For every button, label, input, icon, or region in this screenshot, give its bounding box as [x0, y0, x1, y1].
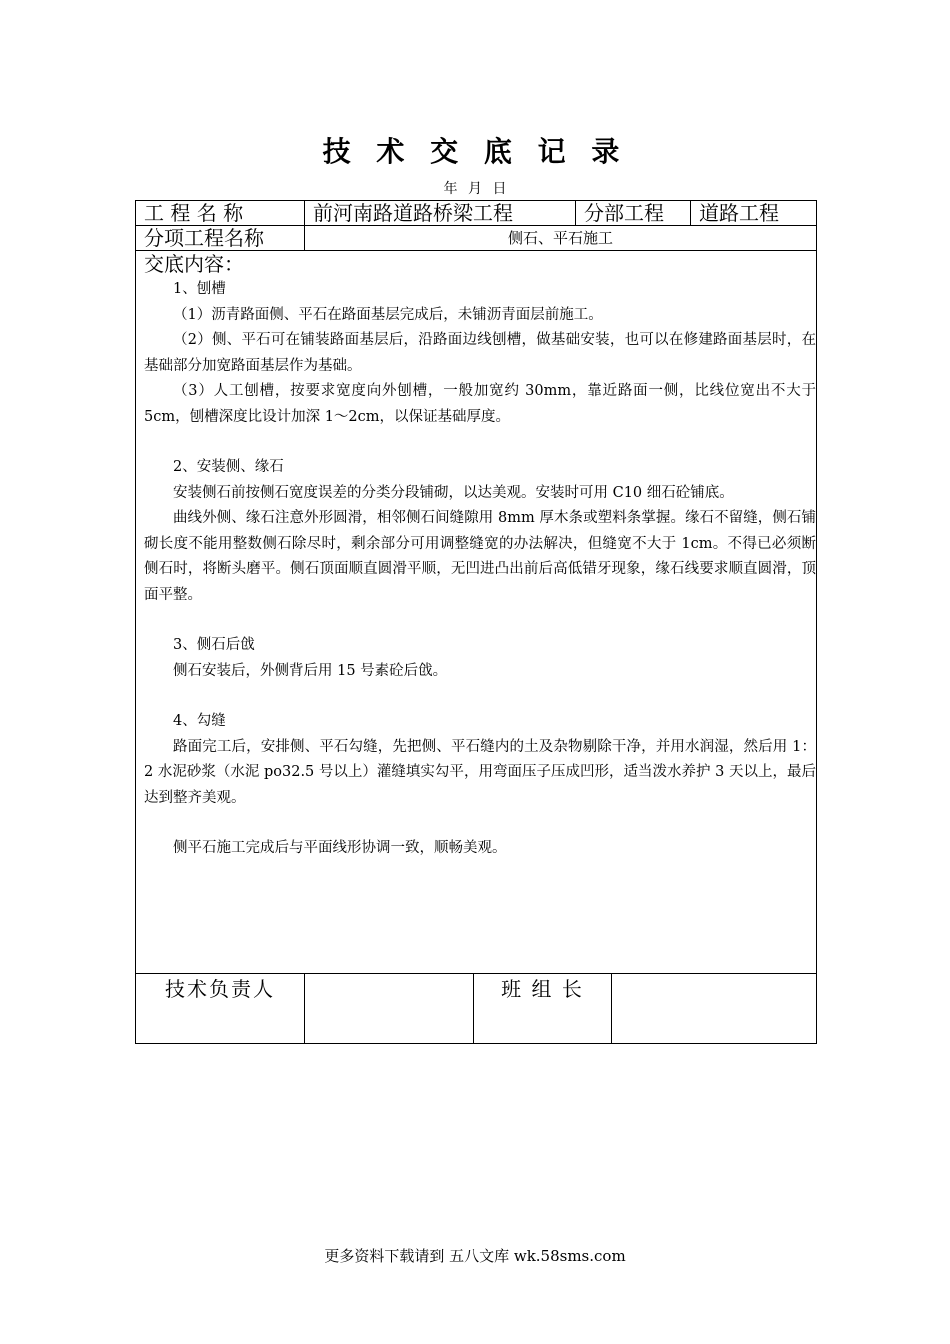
content-paragraph: 1、刨槽	[173, 281, 226, 297]
content-paragraph	[144, 811, 816, 836]
subitem-row	[136, 226, 817, 251]
subitem-value: 侧石、平石施工	[305, 226, 817, 251]
date-line: 年 月 日	[443, 181, 507, 197]
content-paragraph	[144, 608, 816, 633]
division-label: 分部工程	[576, 201, 691, 226]
project-value: 前河南路道路桥梁工程	[305, 201, 576, 226]
record-table	[135, 200, 817, 1044]
content-paragraph: 3、侧石后戗	[173, 637, 255, 653]
content-paragraphs	[144, 277, 816, 862]
content-paragraph: 2、安装侧、缘石	[173, 459, 284, 475]
division-value: 道路工程	[691, 201, 817, 226]
tech-lead-label: 技术负责人	[136, 974, 305, 1044]
content-row	[136, 251, 817, 974]
content-paragraph: （1）沥青路面侧、平石在路面基层完成后，未铺沥青面层前施工。	[173, 306, 603, 323]
content-heading: 交底内容：	[144, 252, 244, 276]
content-paragraph: 曲线外侧、缘石注意外形圆滑，相邻侧石间缝隙用 8mm 厚木条或塑料条掌握。缘石不留缝，侧石铺砌长度不能用整数侧石除尽时，剩余部分可用调整缝宽的办法解决，但缝宽不大于 1cm。不得已必须断侧石时，将断头磨平。侧石顶面顺直圆滑平顺，无凹进凸出前后高低错牙现象，缘石线要求顺直圆滑，顶面平整。	[144, 510, 816, 603]
content-paragraph	[144, 684, 816, 709]
content-paragraph	[144, 430, 816, 455]
document-title: 技 术 交 底 记 录	[322, 135, 628, 168]
signature-row	[136, 974, 817, 1044]
content-paragraph: 侧平石施工完成后与平面线形协调一致，顺畅美观。	[173, 840, 507, 856]
tech-lead-value	[305, 974, 474, 1044]
content-cell	[136, 251, 817, 974]
project-label: 工 程 名 称	[136, 201, 305, 226]
team-leader-value	[612, 974, 817, 1044]
content-paragraph: 路面完工后，安排侧、平石勾缝，先把侧、平石缝内的土及杂物剔除干净，并用水润湿，然后用 1：2 水泥砂浆（水泥 po32.5 号以上）灌缝填实勾平，用弯面压子压成凹形，适当泼水养护 3 天以上，最后达到整齐美观。	[144, 738, 816, 806]
content-paragraph: 侧石安装后，外侧背后用 15 号素砼后戗。	[173, 662, 448, 679]
content-paragraph: （3）人工刨槽，按要求宽度向外刨槽，一般加宽约 30mm，靠近路面一侧，比线位宽出不大于 5cm，刨槽深度比设计加深 1～2cm，以保证基础厚度。	[144, 383, 816, 425]
content-paragraph: 安装侧石前按侧石宽度误差的分类分段铺砌，以达美观。安装时可用 C10 细石砼铺底。	[173, 484, 734, 501]
content-paragraph: （2）侧、平石可在铺装路面基层后，沿路面边线刨槽，做基础安装，也可以在修建路面基层时，在基础部分加宽路面基层作为基础。	[144, 332, 816, 374]
project-row	[136, 201, 817, 226]
footer-link-text: 更多资料下载请到 五八文库 wk.58sms.com	[324, 1247, 626, 1265]
team-leader-label: 班 组 长	[474, 974, 612, 1044]
content-paragraph: 4、勾缝	[173, 713, 226, 729]
subitem-label: 分项工程名称	[136, 226, 305, 251]
